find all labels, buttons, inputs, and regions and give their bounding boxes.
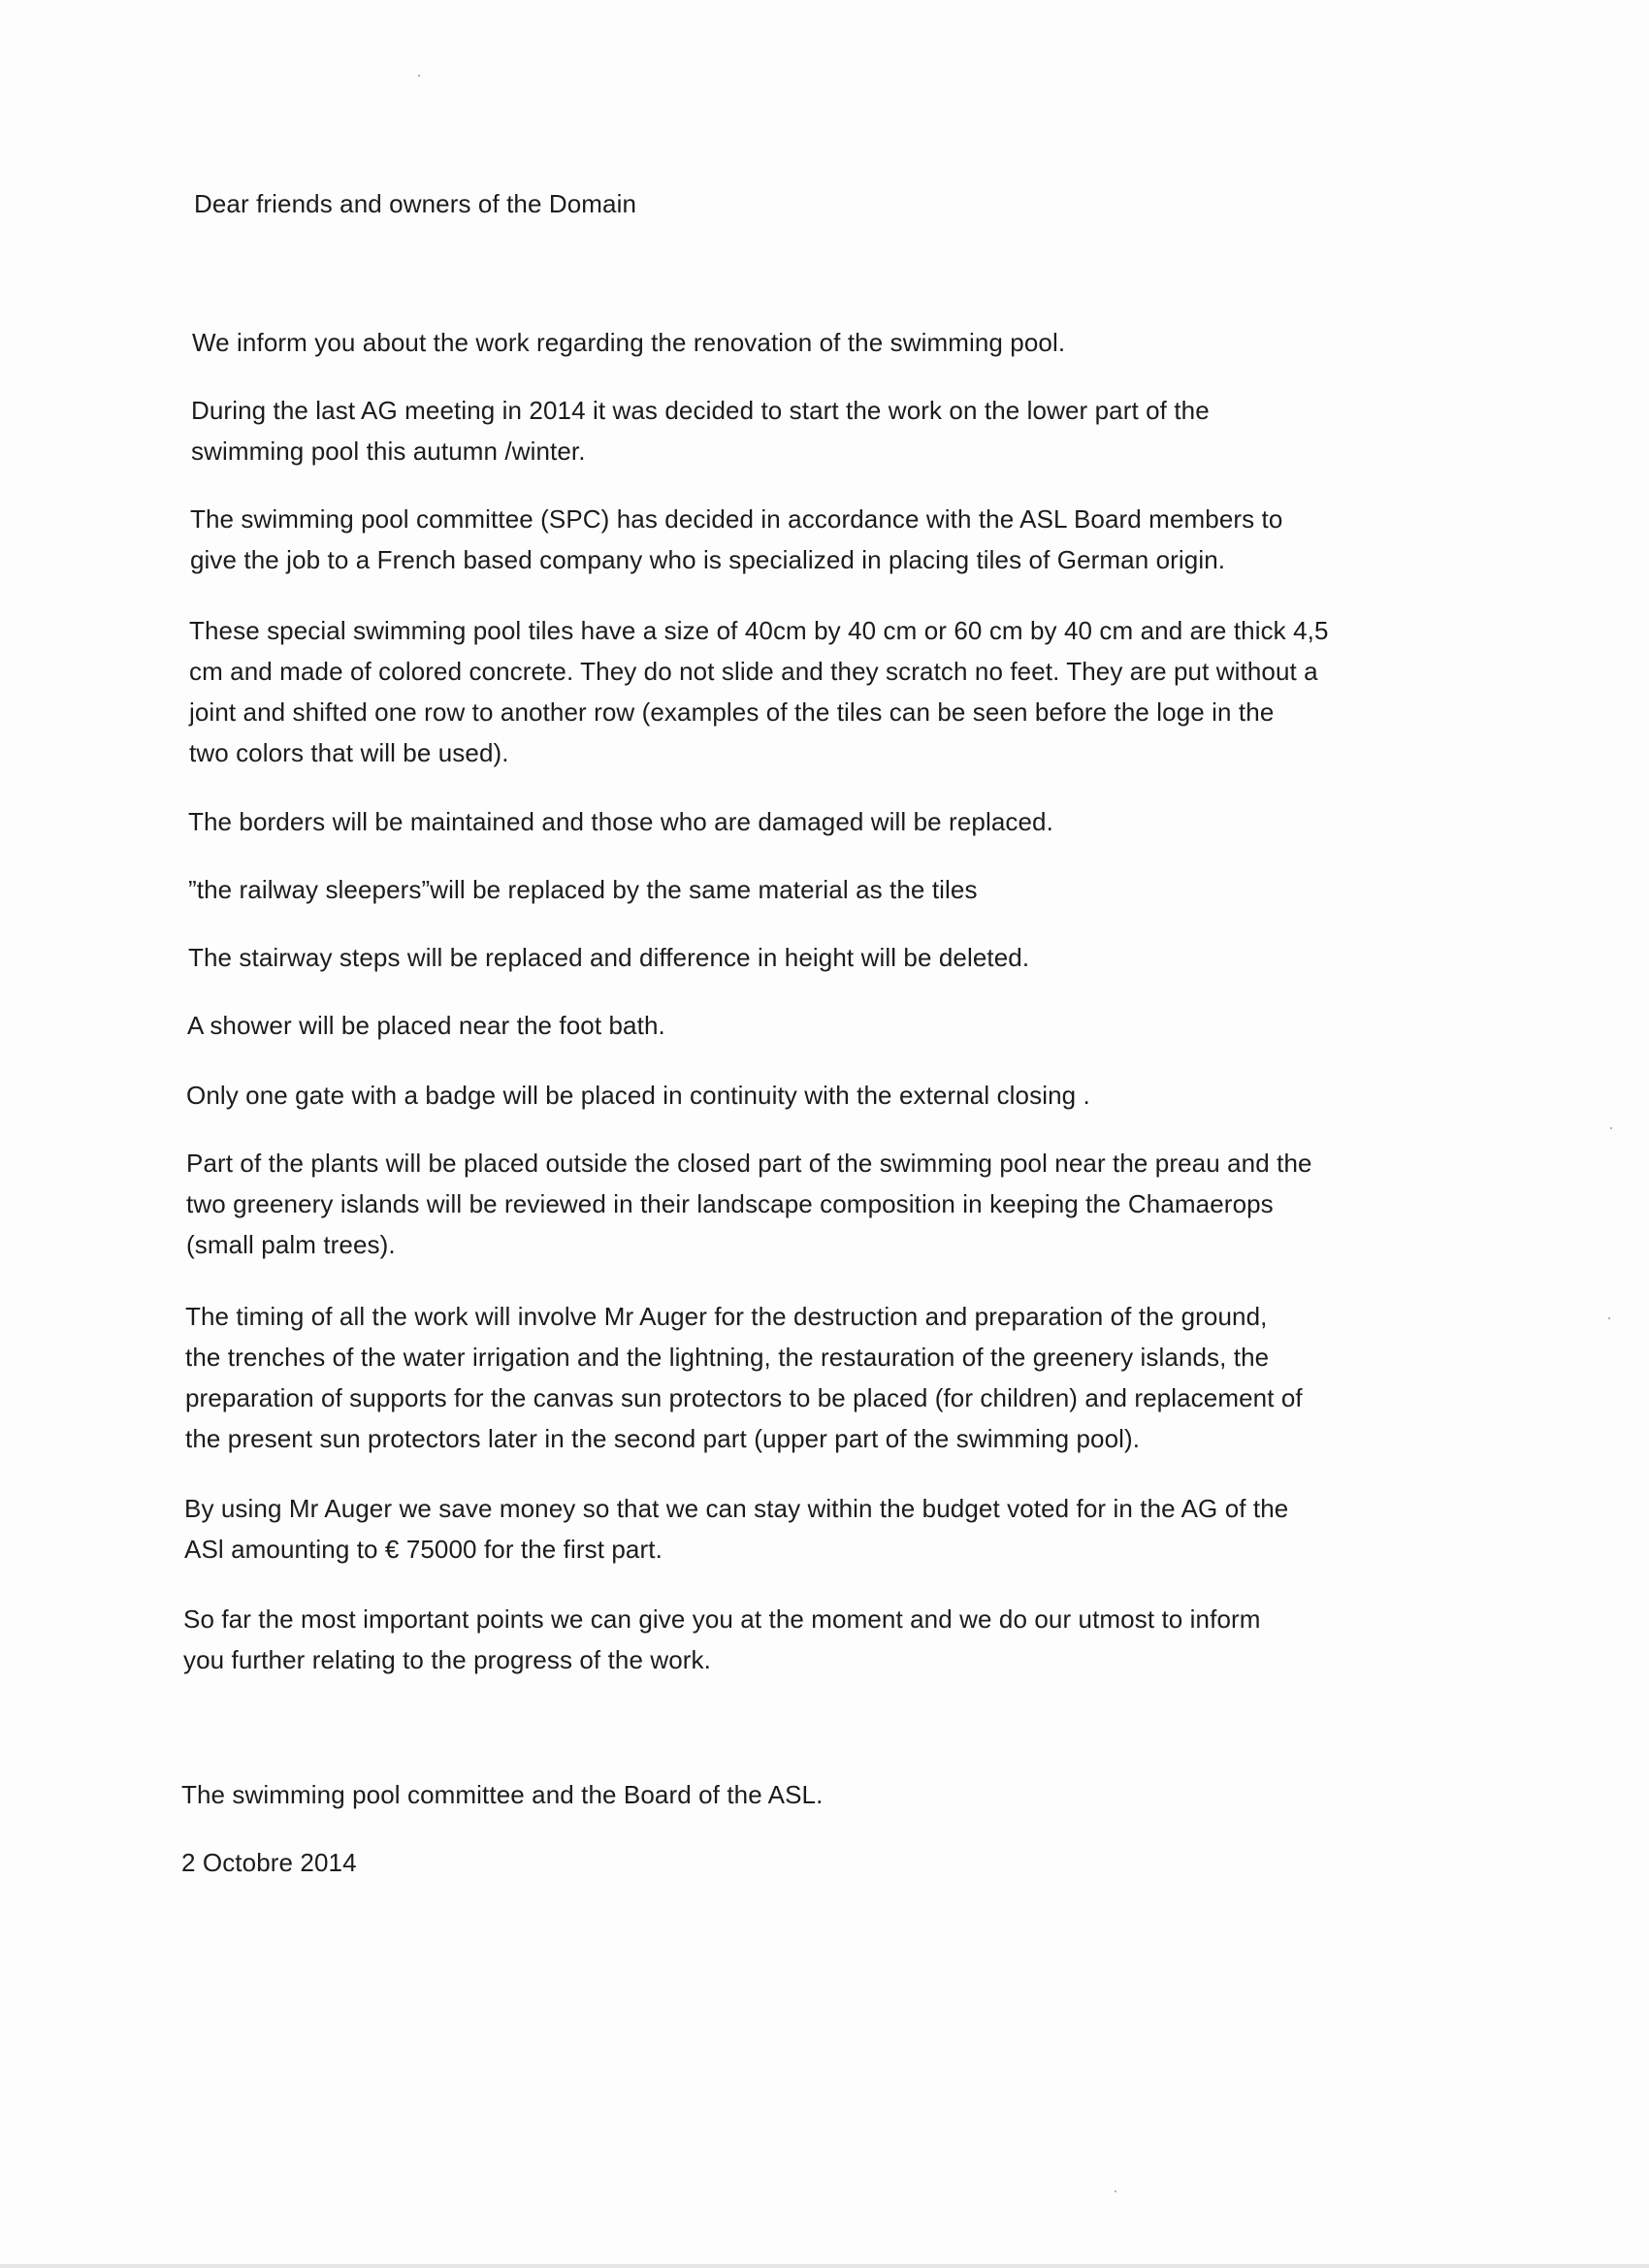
- scan-speck: [1610, 1127, 1612, 1129]
- scan-bottom-edge: [0, 2264, 1649, 2268]
- paragraph-gate: Only one gate with a badge will be placed in continuity with the external closing .: [186, 1081, 1090, 1110]
- scan-speck: [418, 75, 420, 77]
- paragraph-closing: So far the most important points we can give you at the moment and we do our utmost to inform you further relating to the progress of the work.: [183, 1604, 1261, 1674]
- paragraph-shower: A shower will be placed near the foot bath.: [187, 1011, 665, 1040]
- scan-speck: [1115, 2190, 1116, 2192]
- paragraph-budget: By using Mr Auger we save money so that we can stay within the budget voted for in the AG of the ASl amounting to € 75000 for the first part.: [184, 1494, 1289, 1564]
- paragraph-railway-sleepers: ”the railway sleepers”will be replaced by the same material as the tiles: [188, 875, 978, 904]
- paragraph-intro: We inform you about the work regarding the renovation of the swimming pool.: [192, 328, 1066, 357]
- paragraph-stairway: The stairway steps will be replaced and difference in height will be deleted.: [188, 943, 1030, 972]
- letter-date: 2 Octobre 2014: [181, 1848, 357, 1877]
- paragraph-plants: Part of the plants will be placed outside the closed part of the swimming pool near the preau and the two greenery islands will be reviewed in their landscape composition in keeping the Chamaerops (small palm trees).: [186, 1149, 1312, 1259]
- paragraph-timing: The timing of all the work will involve Mr Auger for the destruction and preparation of the ground, the trenches of the water irrigation and the lightning, the restauration of the greenery islands, the preparation of supports for the canvas sun protectors to be placed (for children) and replacement of the present sun protectors later in the second part (upper part of the swimming pool).: [185, 1302, 1303, 1453]
- signature: The swimming pool committee and the Board of the ASL.: [181, 1780, 824, 1809]
- paragraph-tiles-description: These special swimming pool tiles have a size of 40cm by 40 cm or 60 cm by 40 cm and are thick 4,5 cm and made of colored concrete. They do not slide and they scratch no feet. They are put without a joint and shifted one row to another row (examples of the tiles can be seen before the loge in the two colors that will be used).: [189, 616, 1329, 767]
- paragraph-borders: The borders will be maintained and those who are damaged will be replaced.: [188, 807, 1053, 836]
- scan-speck: [1608, 1317, 1610, 1319]
- salutation: Dear friends and owners of the Domain: [194, 189, 637, 218]
- paragraph-committee-decision: The swimming pool committee (SPC) has decided in accordance with the ASL Board members to give the job to a French based company who is specialized in placing tiles of German origin.: [190, 504, 1283, 574]
- paragraph-ag-meeting: During the last AG meeting in 2014 it was decided to start the work on the lower part of the swimming pool this autumn /winter.: [191, 396, 1210, 466]
